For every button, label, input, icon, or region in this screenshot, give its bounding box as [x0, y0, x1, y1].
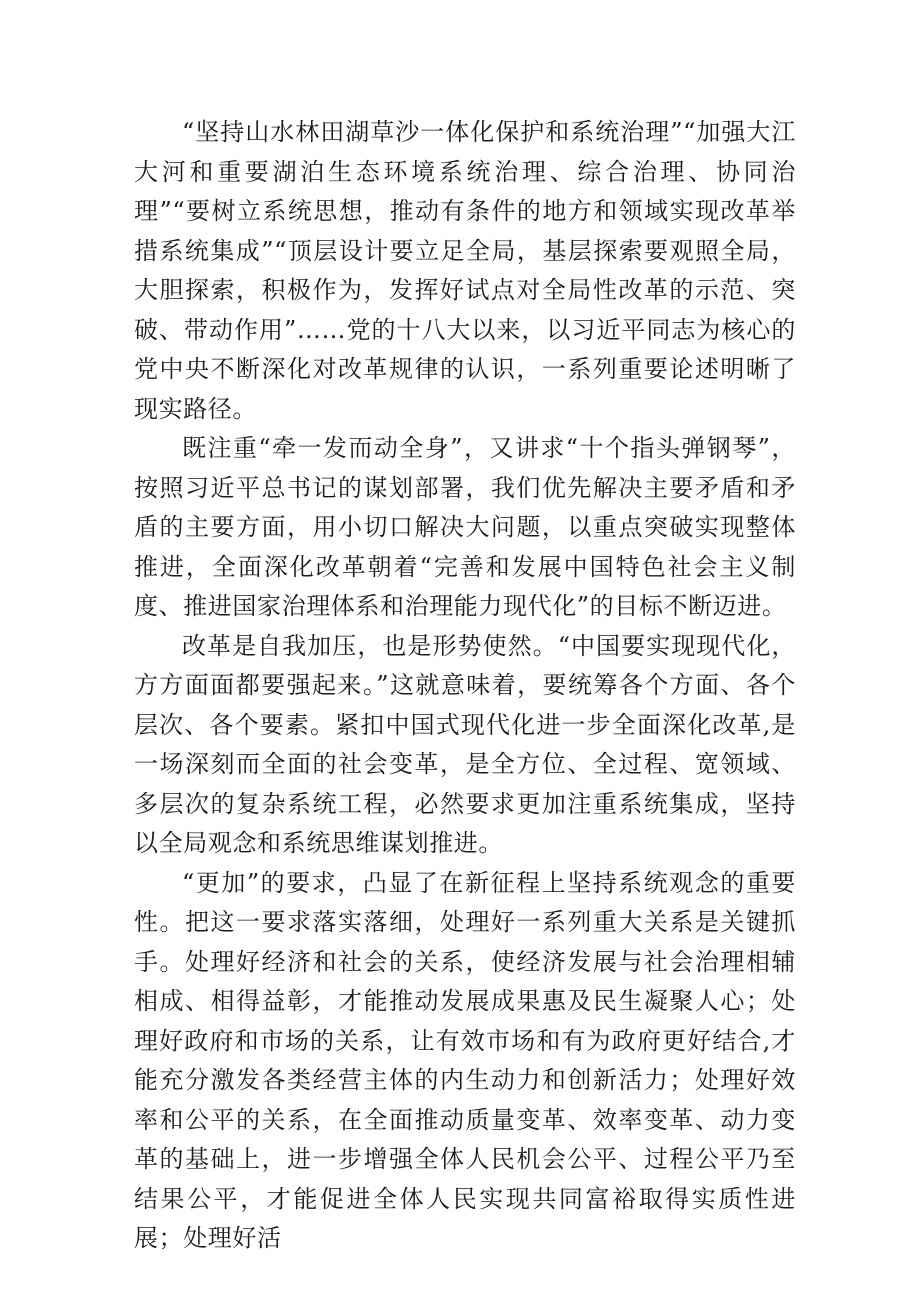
document-body [134, 113, 796, 1259]
paragraph-4: “更加”的要求，凸显了在新征程上坚持系统观念的重要性。把这一要求落实落细，处理好一系列重大关系是关键抓手。处理好经济和社会的关系，使经济发展与社会治理相辅相成、相得益彰，才能推动发展成果惠及民生凝聚人心；处理好政府和市场的关系，让有效市场和有为政府更好结合,才能充分激发各类经营主体的内生动力和创新活力；处理好效率和公平的关系，在全面推动质量变革、效率变革、动力变革的基础上，进一步增强全体人民机会公平、过程公平乃至结果公平，才能促进全体人民实现共同富裕取得实质性进展；处理好活 [134, 868, 796, 1252]
paragraph-1: “坚持山水林田湖草沙一体化保护和系统治理”“加强大江大河和重要湖泊生态环境系统治理、综合治理、协同治理”“要树立系统思想，推动有条件的地方和领域实现改革举措系统集成”“顶层设计要立足全局，基层探索要观照全局，大胆探索，积极作为，发挥好试点对全局性改革的示范、突破、带动作用”……党的十八大以来，以习近平同志为核心的党中央不断深化对改革规律的认识，一系列重要论述明晰了现实路径。 [134, 118, 796, 423]
paragraph-3: 改革是自我加压，也是形势使然。“中国要实现现代化，方方面面都要强起来。”这就意味着，要统筹各个方面、各个层次、各个要素。紧扣中国式现代化进一步全面深化改革,是一场深刻而全面的社会变革，是全方位、全过程、宽领域、多层次的复杂系统工程，必然要求更加注重系统集成，坚持以全局观念和系统思维谋划推进。 [134, 631, 796, 857]
paragraph-2: 既注重“牵一发而动全身”，又讲求“十个指头弹钢琴”，按照习近平总书记的谋划部署，我们优先解决主要矛盾和矛盾的主要方面，用小切口解决大问题，以重点突破实现整体推进，全面深化改革朝着“完善和发展中国特色社会主义制度、推进国家治理体系和治理能力现代化”的目标不断迈进。 [134, 434, 796, 620]
